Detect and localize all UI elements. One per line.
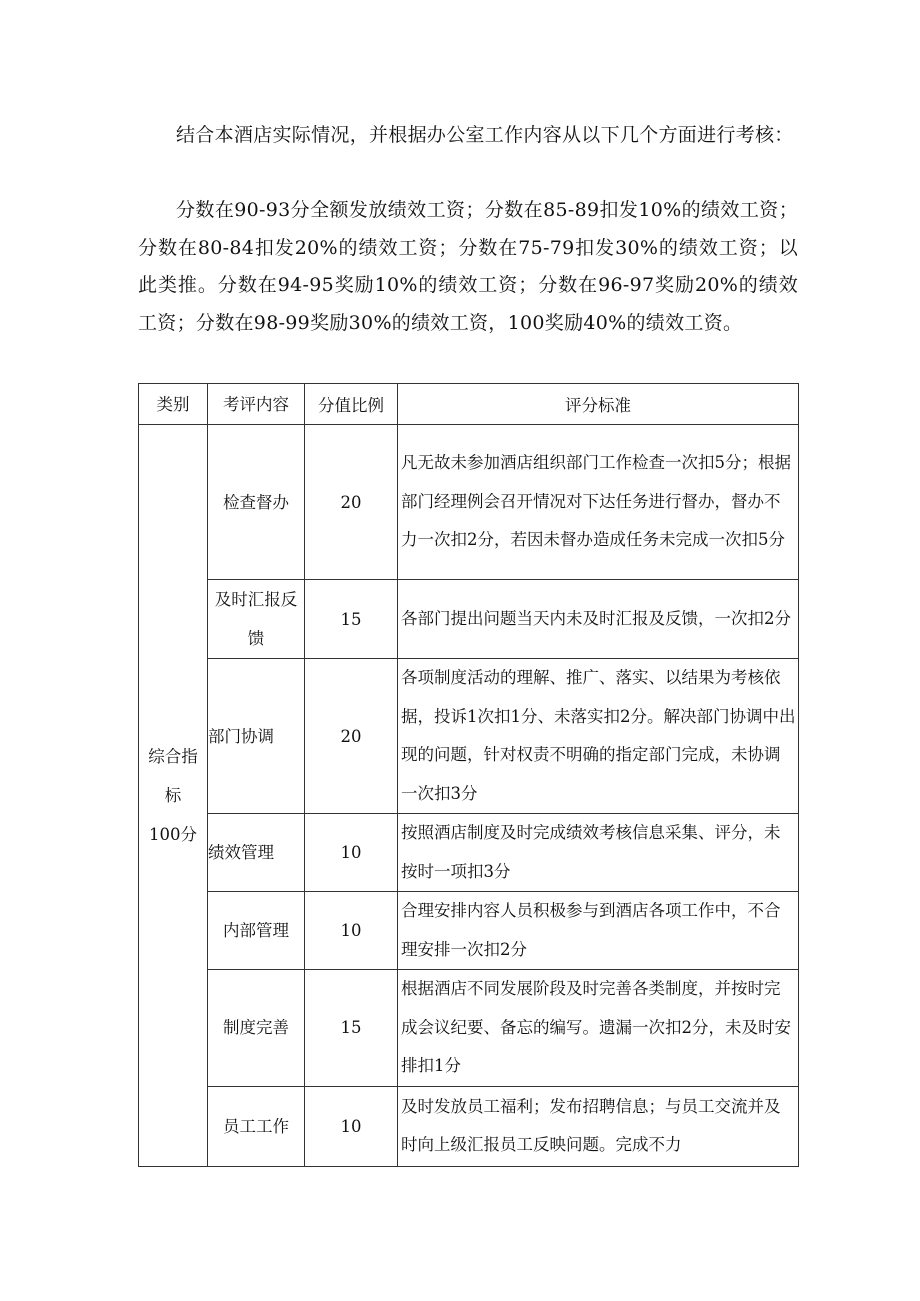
criteria-cell: 合理安排内容人员积极参与到酒店各项工作中，不合理安排一次扣2分 bbox=[398, 892, 799, 970]
header-category: 类别 bbox=[139, 384, 208, 425]
score-cell: 10 bbox=[305, 814, 398, 892]
score-cell: 10 bbox=[305, 1086, 398, 1166]
category-label-line2: 标 bbox=[164, 785, 182, 805]
criteria-cell: 根据酒店不同发展阶段及时完善各类制度，并按时完成会议纪要、备忘的编写。遗漏一次扣2分，未及时安排扣1分 bbox=[398, 970, 799, 1087]
score-cell: 20 bbox=[305, 425, 398, 580]
content-cell: 及时汇报反馈 bbox=[208, 580, 305, 659]
score-cell: 20 bbox=[305, 659, 398, 814]
table-row bbox=[139, 1086, 799, 1166]
score-cell: 15 bbox=[305, 580, 398, 659]
header-criteria: 评分标准 bbox=[398, 384, 799, 425]
content-cell: 绩效管理 bbox=[208, 814, 305, 892]
content-cell: 内部管理 bbox=[208, 892, 305, 970]
assessment-table bbox=[138, 383, 799, 1167]
criteria-cell: 各部门提出问题当天内未及时汇报及反馈，一次扣2分 bbox=[398, 580, 799, 659]
content-cell: 员工工作 bbox=[208, 1086, 305, 1166]
table-row bbox=[139, 659, 799, 814]
table-row bbox=[139, 970, 799, 1087]
content-cell: 制度完善 bbox=[208, 970, 305, 1087]
header-content: 考评内容 bbox=[208, 384, 305, 425]
table-row bbox=[139, 814, 799, 892]
category-label-line1: 综合指 bbox=[148, 746, 198, 766]
criteria-cell: 凡无故未参加酒店组织部门工作检查一次扣5分；根据部门经理例会召开情况对下达任务进行督办，督办不力一次扣2分，若因未督办造成任务未完成一次扣5分 bbox=[398, 425, 799, 580]
table-header-row bbox=[139, 384, 799, 425]
header-ratio: 分值比例 bbox=[305, 384, 398, 425]
criteria-cell: 按照酒店制度及时完成绩效考核信息采集、评分，未按时一项扣3分 bbox=[398, 814, 799, 892]
intro-paragraph-2: 分数在90-93分全额发放绩效工资；分数在85-89扣发10%的绩效工资；分数在80-84扣发20%的绩效工资；分数在75-79扣发30%的绩效工资；以此类推。分数在94-95奖励10%的绩效工资；分数在96-97奖励20%的绩效工资；分数在98-99奖励30%的绩效工资，100奖励40%的绩效工资。 bbox=[138, 199, 798, 334]
category-cell bbox=[139, 425, 208, 1167]
score-cell: 10 bbox=[305, 892, 398, 970]
table-row bbox=[139, 425, 799, 580]
criteria-cell: 及时发放员工福利；发布招聘信息；与员工交流并及时向上级汇报员工反映问题。完成不力 bbox=[398, 1086, 799, 1166]
criteria-cell: 各项制度活动的理解、推广、落实、以结果为考核依据，投诉1次扣1分、未落实扣2分。解决部门协调中出现的问题，针对权责不明确的指定部门完成，未协调一次扣3分 bbox=[398, 659, 799, 814]
content-cell: 部门协调 bbox=[208, 659, 305, 814]
table-row bbox=[139, 892, 799, 970]
category-label-line3: 100分 bbox=[149, 824, 197, 844]
content-cell: 检查督办 bbox=[208, 425, 305, 580]
table-row bbox=[139, 580, 799, 659]
intro-paragraph-1: 结合本酒店实际情况，并根据办公室工作内容从以下几个方面进行考核： bbox=[176, 124, 794, 146]
score-cell: 15 bbox=[305, 970, 398, 1087]
